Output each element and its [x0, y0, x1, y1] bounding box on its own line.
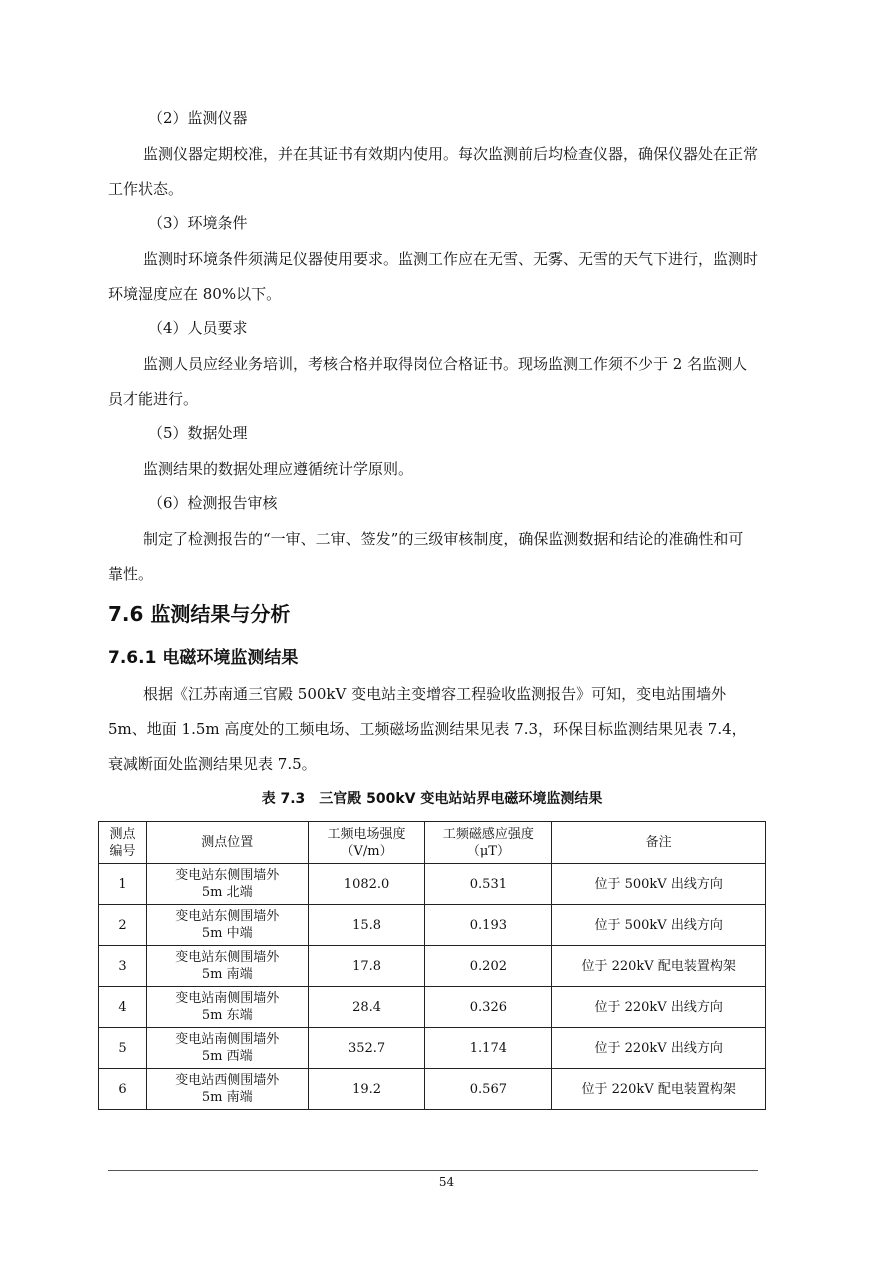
heading-7-6-1: 7.6.1 电磁环境监测结果 [108, 648, 299, 668]
cell-electric-field: 17.8 [308, 946, 425, 987]
cell-remarks: 位于 220kV 出线方向 [552, 987, 766, 1028]
footer-divider [108, 1170, 758, 1171]
header-point-id: 测点 编号 [99, 822, 147, 864]
cell-point-id: 6 [99, 1069, 147, 1110]
header-remarks: 备注 [552, 822, 766, 864]
cell-location: 变电站东侧围墙外 5m 南端 [146, 946, 308, 987]
cell-magnetic-induction: 0.193 [425, 905, 552, 946]
section-5-heading: （5）数据处理 [148, 424, 248, 442]
section-6-body: 制定了检测报告的“一审、二审、签发”的三级审核制度，确保监测数据和结论的准确性和可靠性。 [108, 530, 744, 583]
cell-location: 变电站东侧围墙外 5m 中端 [146, 905, 308, 946]
table-row [99, 864, 766, 905]
table-row [99, 1028, 766, 1069]
section-3-body: 监测时环境条件须满足仪器使用要求。监测工作应在无雪、无雾、无雪的天气下进行，监测时环境湿度应在 80%以下。 [108, 250, 759, 303]
heading-7-6: 7.6 监测结果与分析 [108, 602, 291, 626]
header-location: 测点位置 [146, 822, 308, 864]
cell-magnetic-induction: 0.567 [425, 1069, 552, 1110]
cell-point-id: 2 [99, 905, 147, 946]
section-5-body: 监测结果的数据处理应遵循统计学原则。 [143, 460, 414, 478]
cell-remarks: 位于 220kV 出线方向 [552, 1028, 766, 1069]
cell-magnetic-induction: 1.174 [425, 1028, 552, 1069]
page-number: 54 [438, 1175, 455, 1189]
cell-electric-field: 28.4 [308, 987, 425, 1028]
header-electric-field: 工频电场强度 （V/m） [308, 822, 425, 864]
cell-remarks: 位于 220kV 配电装置构架 [552, 1069, 766, 1110]
header-magnetic-induction: 工频磁感应强度 （μT） [425, 822, 552, 864]
cell-remarks: 位于 500kV 出线方向 [552, 864, 766, 905]
cell-location: 变电站西侧围墙外 5m 南端 [146, 1069, 308, 1110]
cell-remarks: 位于 220kV 配电装置构架 [552, 946, 766, 987]
cell-electric-field: 1082.0 [308, 864, 425, 905]
cell-location: 变电站南侧围墙外 5m 东端 [146, 987, 308, 1028]
section-2-heading: （2）监测仪器 [148, 109, 248, 127]
section-4-body: 监测人员应经业务培训，考核合格并取得岗位合格证书。现场监测工作须不少于 2 名监测人员才能进行。 [108, 355, 748, 408]
cell-magnetic-induction: 0.326 [425, 987, 552, 1028]
cell-electric-field: 19.2 [308, 1069, 425, 1110]
paragraph-7-6-1: 根据《江苏南通三官殿 500kV 变电站主变增容工程验收监测报告》可知，变电站围墙外 5m、地面 1.5m 高度处的工频电场、工频磁场监测结果见表 7.3，环保目标监测结果见表 7.4，衰减断面处监测结果见表 7.5。 [108, 685, 747, 773]
cell-magnetic-induction: 0.202 [425, 946, 552, 987]
section-6-heading: （6）检测报告审核 [148, 494, 278, 512]
section-3-heading: （3）环境条件 [148, 214, 248, 232]
cell-location: 变电站东侧围墙外 5m 北端 [146, 864, 308, 905]
table-header-row [99, 822, 766, 864]
cell-electric-field: 352.7 [308, 1028, 425, 1069]
table-row [99, 1069, 766, 1110]
cell-location: 变电站南侧围墙外 5m 西端 [146, 1028, 308, 1069]
cell-electric-field: 15.8 [308, 905, 425, 946]
cell-magnetic-induction: 0.531 [425, 864, 552, 905]
monitoring-results-table [98, 821, 766, 1110]
section-4-heading: （4）人员要求 [148, 319, 248, 337]
section-2-body: 监测仪器定期校准，并在其证书有效期内使用。每次监测前后均检查仪器，确保仪器处在正常工作状态。 [108, 145, 759, 198]
table-row [99, 987, 766, 1028]
table-row [99, 905, 766, 946]
cell-point-id: 4 [99, 987, 147, 1028]
cell-point-id: 5 [99, 1028, 147, 1069]
cell-point-id: 3 [99, 946, 147, 987]
cell-remarks: 位于 500kV 出线方向 [552, 905, 766, 946]
cell-point-id: 1 [99, 864, 147, 905]
table-caption: 表 7.3 三官殿 500kV 变电站站界电磁环境监测结果 [261, 791, 603, 807]
table-row [99, 946, 766, 987]
